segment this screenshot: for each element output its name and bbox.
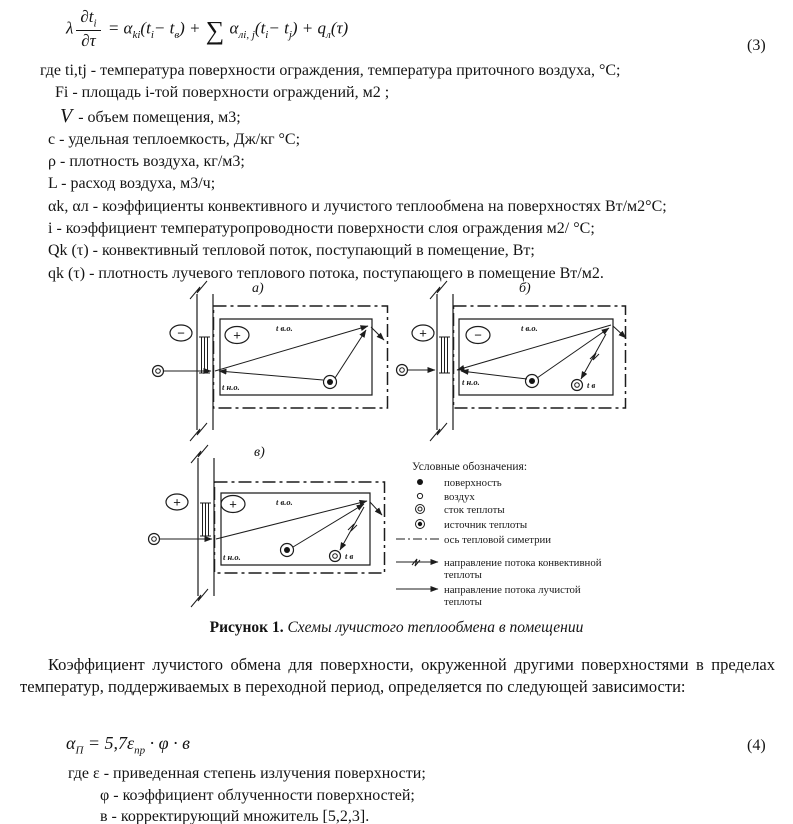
heat-sink-icon	[149, 534, 160, 545]
legend-label: воздух	[444, 491, 475, 503]
outdoor-sign	[166, 494, 188, 510]
wall-break-icon	[430, 423, 447, 441]
definitions-list-eq4	[68, 763, 426, 824]
wall-break-icon	[191, 589, 208, 607]
figure-caption	[0, 619, 793, 637]
diagram-b	[397, 281, 627, 441]
window-glazing	[439, 337, 450, 373]
legend-label: ось тепловой симетрии	[444, 534, 552, 546]
wall-break-icon	[191, 445, 208, 463]
heat-sink-icon	[397, 365, 408, 376]
legend-label: сток теплоты	[444, 504, 505, 516]
air-dot-icon	[417, 493, 422, 498]
t-no-label: t н.о.	[222, 382, 240, 392]
outdoor-sign	[170, 325, 192, 341]
definitions-list-eq3	[40, 60, 785, 285]
window-glazing	[199, 337, 210, 373]
definition-line: где ε - приведенная степень излучения поверхности;	[68, 765, 426, 782]
diagram-a	[153, 281, 388, 441]
air-sink-icon	[572, 380, 583, 391]
definition-line: в - корректирующий множитель [5,2,3].	[100, 808, 370, 824]
diagram-b-label: б)	[519, 281, 531, 296]
convective-flow	[581, 334, 606, 379]
definition-line: αk, αл - коэффициенты конвективного и лучистого теплообмена на поверхностях Вт/м2°С;	[48, 197, 667, 215]
legend-label: теплоты	[444, 596, 482, 608]
heat-source-icon	[416, 520, 425, 529]
equation-3: λ $\frac{\partial t_i}{\partial\tau}$ = $\alpha_{ki}(t_i- t_в)$ + ∑ $\alpha_{лi, j}(t_i- t_j) + q_л(\tau)$	[66, 7, 349, 51]
t-vo-label: t в.о.	[521, 323, 538, 333]
heat-sink-icon	[416, 505, 425, 514]
convective-flow-icon	[396, 559, 438, 566]
air-sink-icon	[330, 551, 341, 562]
definition-line: qk (τ) - плотность лучевого теплового потока, поступающего в помещение Вт/м2.	[48, 264, 604, 282]
definition-line: Qk (τ) - конвективный тепловой поток, поступающий в помещение, Вт;	[48, 242, 535, 260]
body-paragraph: Коэффициент лучистого обмена для поверхности, окруженной другими поверхностями в пределах температур, поддерживаемых в переходной период, определяется по следующей зависимости:	[20, 655, 775, 696]
bounce-arrow	[613, 326, 626, 338]
room-axis-boundary	[454, 306, 626, 408]
wall-section	[191, 445, 214, 607]
volume-symbol: V	[60, 104, 73, 127]
definition-line: где ti,tj - температура поверхности ограждения, температура приточного воздуха, °С;	[40, 62, 621, 79]
equation-3-number: (3)	[747, 37, 766, 54]
eq3-lambda: λ	[66, 18, 74, 38]
room-surface	[220, 319, 372, 395]
indoor-sign	[221, 496, 245, 513]
eq3-fraction: $\frac{\partial t_i}{\partial\tau}$	[76, 8, 100, 51]
figure-caption-number: Рисунок 1.	[209, 619, 284, 636]
definition-line: Fi - площадь i-той поверхности ограждений, м2 ;	[55, 84, 390, 102]
svg-text:+: +	[229, 496, 237, 512]
equation-4: $\alpha_П = 5,7\varepsilon_{пр} \cdot \varphi \cdot в$	[66, 733, 190, 757]
flow-break-icon	[348, 524, 357, 531]
t-no-label: t н.о.	[223, 552, 241, 562]
definition-line: i - коэффициент температуропроводности поверхности слоя ограждения м2/ °С;	[48, 220, 595, 238]
legend-label: поверхность	[444, 477, 502, 489]
svg-text:+: +	[233, 327, 241, 343]
room-axis-boundary	[214, 306, 388, 408]
heat-sink-icon	[153, 366, 164, 377]
legend-label: теплоты	[444, 569, 482, 581]
t-vo-label: t в.о.	[276, 497, 293, 507]
bounce-arrow	[370, 502, 382, 515]
figure-caption-text: Схемы лучистого теплообмена в помещении	[283, 619, 584, 636]
wall-break-icon	[190, 423, 207, 441]
legend-label: источник теплоты	[444, 519, 528, 531]
radiant-ray	[219, 371, 323, 380]
definition-line-volume: V - объем помещения, м3;	[60, 104, 241, 127]
t-vo-label: t в.о.	[276, 323, 293, 333]
surface-dot-icon	[417, 479, 423, 485]
heat-source-icon	[324, 376, 337, 389]
diagram-v-label: в)	[254, 445, 265, 460]
legend-label: направление потока конвективной	[444, 557, 602, 569]
radiant-ray	[335, 330, 366, 378]
diagram-a-label: а)	[252, 281, 264, 296]
legend-title: Условные обозначения:	[412, 461, 528, 473]
svg-text:−: −	[177, 325, 185, 341]
equation-4-number: (4)	[747, 737, 766, 754]
wall-break-icon	[190, 281, 207, 299]
t-v-label: t в	[587, 380, 596, 390]
figure-legend	[396, 461, 602, 608]
legend-label: направление потока лучистой	[444, 584, 581, 596]
indoor-sign	[225, 327, 249, 344]
definition-line: ρ - плотность воздуха, кг/м3;	[48, 153, 245, 171]
indoor-sign	[466, 327, 490, 344]
t-v-label: t в	[345, 551, 354, 561]
window-glazing	[200, 503, 211, 536]
svg-text:+: +	[173, 494, 181, 510]
definition-line: φ - коэффициент облученности поверхностей;	[100, 786, 415, 804]
t-no-label: t н.о.	[462, 377, 480, 387]
svg-text:−: −	[474, 327, 482, 343]
outdoor-sign	[412, 325, 434, 341]
definition-line: с - удельная теплоемкость, Дж/кг °С;	[48, 130, 301, 148]
bounce-arrow	[371, 327, 384, 340]
heat-source-icon	[526, 375, 539, 388]
figure-1-schemes	[0, 278, 793, 613]
wall-break-icon	[430, 281, 447, 299]
flow-break-icon	[590, 353, 599, 360]
diagram-v	[149, 445, 385, 607]
wall-section	[430, 281, 453, 441]
heat-source-icon	[281, 544, 294, 557]
definition-line: L - расход воздуха, м3/ч;	[48, 175, 216, 193]
svg-text:+: +	[419, 325, 427, 341]
wall-section	[190, 281, 213, 441]
sum-symbol: ∑	[205, 15, 225, 45]
radiant-ray	[537, 328, 609, 378]
